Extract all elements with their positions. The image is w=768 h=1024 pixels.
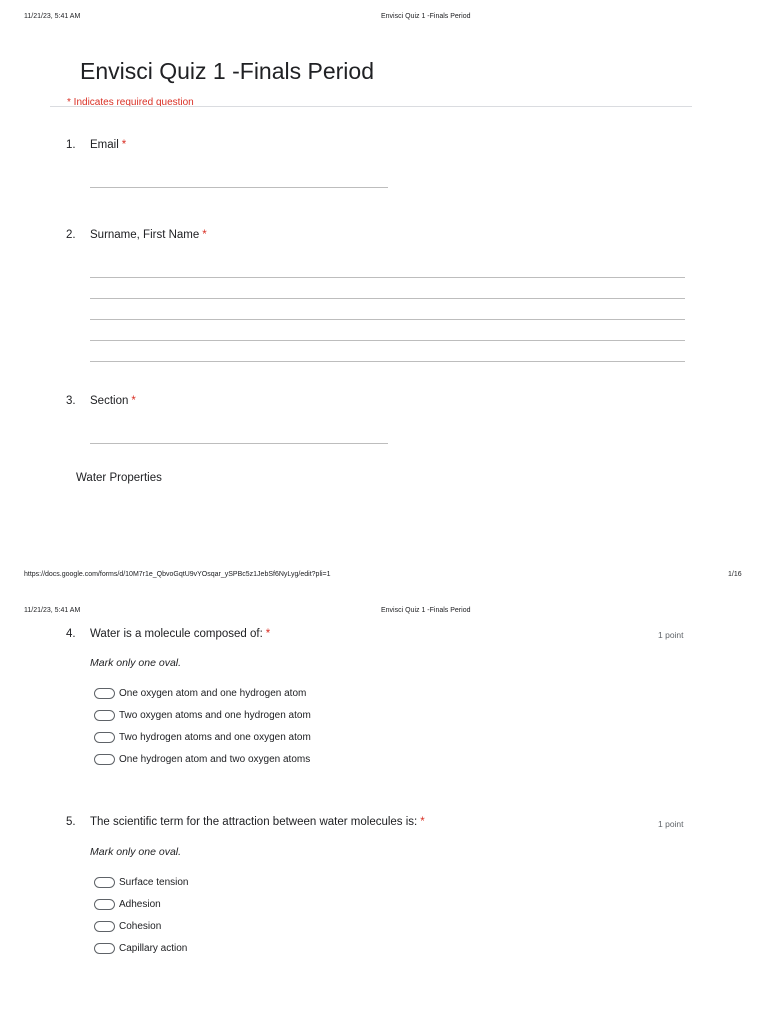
option-label: Capillary action <box>119 942 188 954</box>
radio-option[interactable] <box>94 875 189 889</box>
title-divider <box>50 106 692 107</box>
question-name <box>90 229 207 241</box>
radio-oval[interactable] <box>94 754 115 765</box>
radio-oval[interactable] <box>94 732 115 743</box>
question-number: 1. <box>66 139 76 151</box>
radio-oval[interactable] <box>94 688 115 699</box>
print-header-title: Envisci Quiz 1 -Finals Period <box>381 607 471 614</box>
question-label: Water is a molecule composed of: <box>90 628 263 640</box>
required-asterisk: * <box>131 395 136 407</box>
question-email <box>90 139 126 151</box>
question-water-attraction <box>90 816 425 828</box>
print-date: 11/21/23, 5:41 AM <box>24 607 81 614</box>
question-number: 2. <box>66 229 76 241</box>
question-number: 5. <box>66 816 76 828</box>
radio-option[interactable] <box>94 919 189 933</box>
radio-option[interactable] <box>94 686 311 700</box>
question-label: Section <box>90 395 129 407</box>
email-answer-line[interactable] <box>90 187 388 188</box>
radio-oval[interactable] <box>94 921 115 932</box>
mark-hint: Mark only one oval. <box>90 846 182 858</box>
section-answer-line[interactable] <box>90 443 388 444</box>
mark-hint: Mark only one oval. <box>90 657 182 669</box>
required-asterisk: * <box>420 816 425 828</box>
print-date: 11/21/23, 5:41 AM <box>24 13 81 20</box>
question-number: 3. <box>66 395 76 407</box>
question-number: 4. <box>66 628 76 640</box>
option-label: Adhesion <box>119 898 161 910</box>
points-label: 1 point <box>658 819 684 829</box>
form-title: Envisci Quiz 1 -Finals Period <box>80 58 374 84</box>
points-label: 1 point <box>658 630 684 640</box>
radio-option[interactable] <box>94 708 311 722</box>
required-asterisk: * <box>265 628 271 640</box>
page-number: 1/16 <box>728 571 742 578</box>
question-section <box>90 395 136 407</box>
option-label: Two hydrogen atoms and one oxygen atom <box>119 731 311 743</box>
name-answer-line-4[interactable] <box>90 340 685 341</box>
required-asterisk: * <box>121 139 127 151</box>
name-answer-line-2[interactable] <box>90 298 685 299</box>
question-label: Surname, First Name <box>90 229 200 241</box>
radio-option[interactable] <box>94 752 311 766</box>
name-answer-line-1[interactable] <box>90 277 685 278</box>
radio-oval[interactable] <box>94 877 115 888</box>
radio-option[interactable] <box>94 941 189 955</box>
radio-option[interactable] <box>94 897 189 911</box>
options-list <box>94 875 189 955</box>
section-title: Water Properties <box>76 472 162 484</box>
question-label: Email <box>90 139 119 151</box>
name-answer-line-5[interactable] <box>90 361 685 362</box>
radio-oval[interactable] <box>94 943 115 954</box>
option-label: One hydrogen atom and two oxygen atoms <box>119 753 311 765</box>
question-water-composition <box>90 628 270 640</box>
radio-oval[interactable] <box>94 710 115 721</box>
option-label: One oxygen atom and one hydrogen atom <box>119 687 307 699</box>
required-asterisk: * <box>202 229 207 241</box>
radio-oval[interactable] <box>94 899 115 910</box>
required-note: * Indicates required question <box>67 97 194 108</box>
footer-url[interactable]: https://docs.google.com/forms/d/10M7r1e_QbvoGqtU9vYOsqar_ySPBc5z1JebSf6NyLyg/edit?pli=1 <box>24 571 331 578</box>
options-list <box>94 686 311 766</box>
name-answer-line-3[interactable] <box>90 319 685 320</box>
question-label: The scientific term for the attraction between water molecules is: <box>90 816 418 828</box>
option-label: Two oxygen atoms and one hydrogen atom <box>119 709 311 721</box>
option-label: Cohesion <box>119 920 162 932</box>
radio-option[interactable] <box>94 730 311 744</box>
print-header-title: Envisci Quiz 1 -Finals Period <box>381 13 471 20</box>
option-label: Surface tension <box>119 876 189 888</box>
